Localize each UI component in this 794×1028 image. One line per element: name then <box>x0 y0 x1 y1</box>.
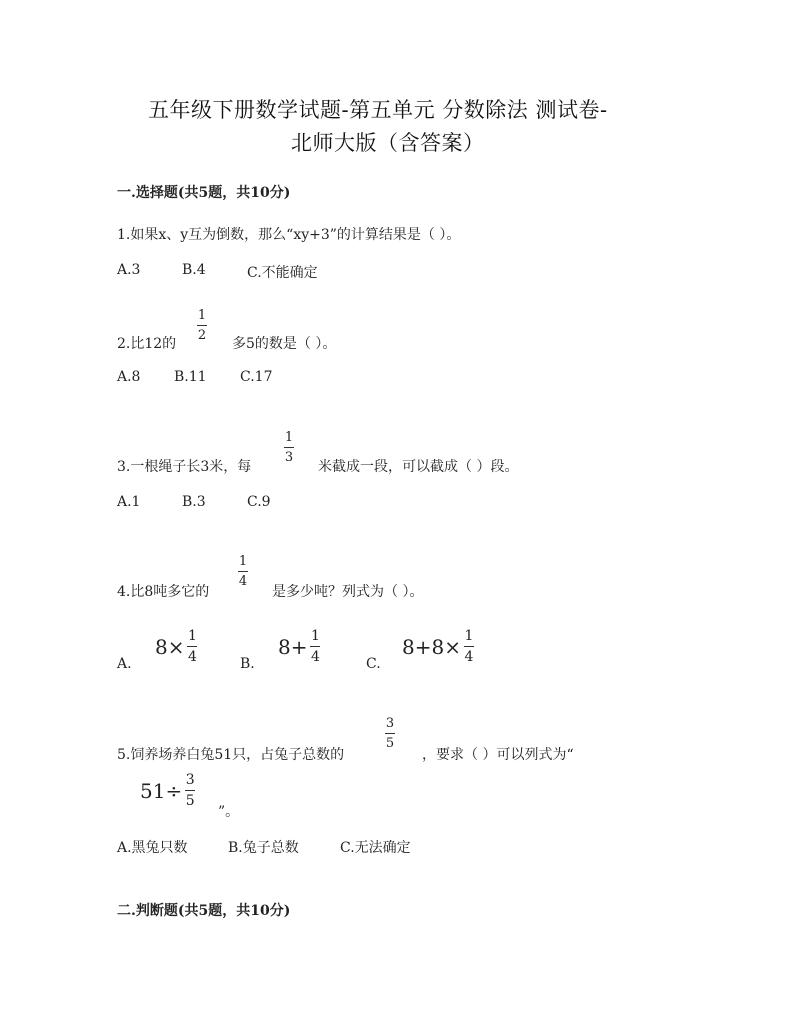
q1-option-a: A.3 <box>117 262 141 278</box>
question-5-suffix: ，要求（ ）可以列式为“ <box>422 747 574 763</box>
fraction-numerator: 3 <box>185 772 195 788</box>
q3-option-a: A.1 <box>117 494 141 510</box>
q5-option-c: C.无法确定 <box>340 840 411 856</box>
q3-option-b: B.3 <box>182 494 206 510</box>
question-2-prefix: 2.比12的 <box>117 336 177 352</box>
fraction-numerator: 1 <box>188 628 197 644</box>
q4-fraction <box>238 554 248 589</box>
q3-option-c: C.9 <box>247 494 271 510</box>
q5-expression <box>140 772 195 809</box>
fraction-numerator: 3 <box>385 716 395 731</box>
q4-option-c-label: C. <box>366 656 381 672</box>
fraction-bar <box>185 790 195 791</box>
fraction-numerator: 1 <box>238 554 248 569</box>
fraction-bar <box>310 646 320 647</box>
expression-text: 8+8× <box>402 634 461 659</box>
fraction-denominator: 3 <box>284 450 294 465</box>
fraction-bar <box>385 733 395 734</box>
expression-text: 8+ <box>278 634 308 659</box>
fraction-bar <box>187 646 197 647</box>
fraction-numerator: 1 <box>311 628 320 644</box>
expression-fraction <box>464 628 474 665</box>
q3-fraction <box>284 430 294 465</box>
question-1-text: 1.如果x、y互为倒数，那么“xy+3”的计算结果是（ ）。 <box>117 227 461 243</box>
fraction-denominator: 4 <box>464 649 474 665</box>
question-4-suffix: 是多少吨？列式为（ ）。 <box>272 584 424 600</box>
fraction-bar <box>197 325 207 326</box>
expression-text: 51÷ <box>140 778 183 803</box>
fraction-numerator: 1 <box>464 628 474 644</box>
fraction-bar <box>464 646 474 647</box>
page-title-line2: 北师大版（含答案） <box>291 131 485 155</box>
q2-option-c: C.17 <box>240 369 273 385</box>
expression-fraction <box>187 628 197 665</box>
expression-fraction <box>310 628 320 665</box>
q2-option-b: B.11 <box>174 369 207 385</box>
q1-option-c: C.不能确定 <box>247 265 318 281</box>
section-heading-choice: 一.选择题(共5题，共10分) <box>117 185 291 201</box>
fraction-bar <box>284 447 294 448</box>
question-2-suffix: 多5的数是（ ）。 <box>232 336 337 352</box>
fraction-denominator: 2 <box>197 328 207 343</box>
expression-text: 8× <box>155 634 185 659</box>
fraction-numerator: 1 <box>197 308 207 323</box>
q5-option-b: B.兔子总数 <box>228 840 299 856</box>
q4-option-c-expression <box>402 628 474 665</box>
q1-option-b: B.4 <box>182 262 206 278</box>
q4-option-a-label: A. <box>117 656 132 672</box>
question-5-prefix: 5.饲养场养白兔51只，占兔子总数的 <box>117 747 345 763</box>
section-heading-judgement: 二.判断题(共5题，共10分) <box>117 903 291 919</box>
fraction-denominator: 5 <box>185 793 195 809</box>
question-5-tail: ”。 <box>218 804 240 820</box>
page-title-line1: 五年级下册数学试题-第五单元 分数除法 测试卷- <box>148 98 608 122</box>
q4-option-b-expression <box>278 628 320 665</box>
fraction-denominator: 4 <box>311 649 320 665</box>
q4-option-a-expression <box>155 628 197 665</box>
fraction-denominator: 5 <box>385 736 395 751</box>
fraction-denominator: 4 <box>238 574 248 589</box>
q5-option-a: A.黑兔只数 <box>117 840 188 856</box>
fraction-numerator: 1 <box>284 430 294 445</box>
question-3-prefix: 3.一根绳子长3米，每 <box>117 459 252 475</box>
q2-option-a: A.8 <box>117 369 141 385</box>
question-3-suffix: 米截成一段，可以截成（ ）段。 <box>318 459 519 475</box>
q4-option-b-label: B. <box>240 656 255 672</box>
expression-fraction <box>185 772 195 809</box>
q2-fraction <box>197 308 207 343</box>
fraction-denominator: 4 <box>188 649 197 665</box>
question-4-prefix: 4.比8吨多它的 <box>117 584 210 600</box>
q5-fraction <box>385 716 395 751</box>
fraction-bar <box>238 571 248 572</box>
